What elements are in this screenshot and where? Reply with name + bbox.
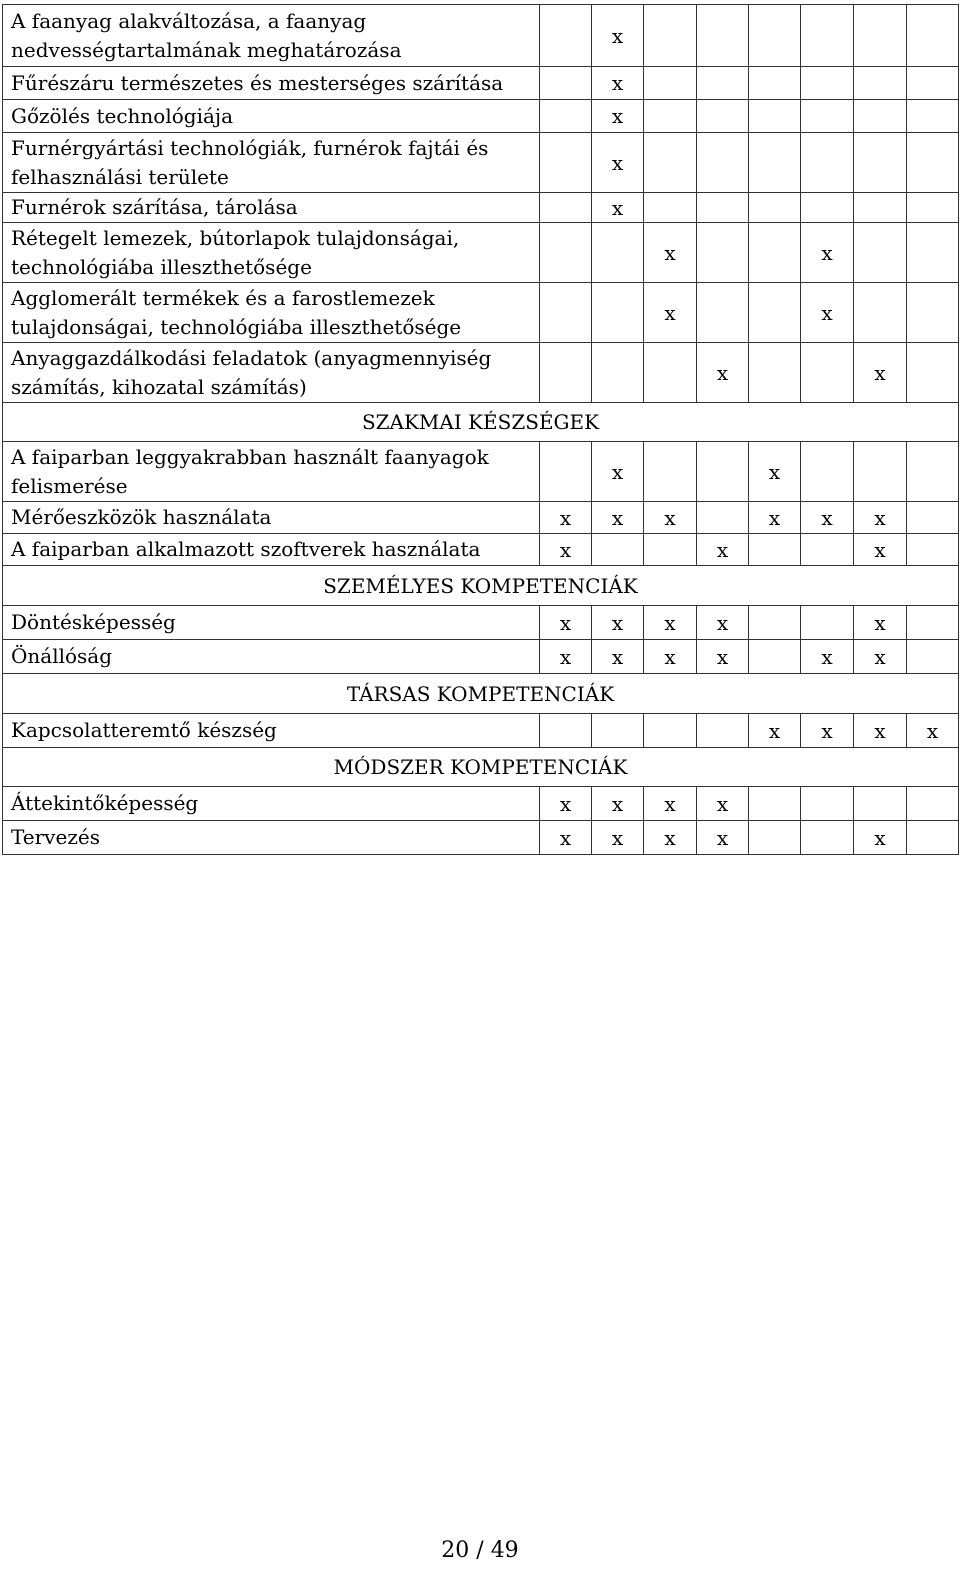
mark-cell [854, 5, 907, 67]
mark-cell [907, 283, 959, 343]
mark: x [716, 610, 729, 635]
table-row [3, 821, 959, 855]
mark-cell [854, 821, 907, 855]
table-row [3, 606, 959, 640]
mark: x [716, 825, 729, 850]
row-label: Kapcsolatteremtő készség [3, 714, 540, 748]
page-number: 20 / 49 [441, 1538, 519, 1563]
mark-cell [801, 223, 854, 283]
mark-cell [749, 606, 801, 640]
row-label: A faanyag alakváltozása, a faanyag nedvességtartalmának meghatározása [3, 5, 540, 67]
mark: x [716, 644, 729, 669]
table-row [3, 223, 959, 283]
mark-cell [907, 606, 959, 640]
mark-cell [592, 821, 644, 855]
mark: x [664, 791, 676, 816]
mark-cell [907, 67, 959, 100]
table-row [3, 787, 959, 821]
mark-cell [697, 442, 749, 502]
mark-cell [592, 5, 644, 67]
mark: x [664, 505, 676, 530]
mark-cell [907, 343, 959, 403]
mark-cell [854, 67, 907, 100]
mark-cell [749, 133, 801, 193]
mark-cell [801, 193, 854, 223]
row-label: Agglomerált termékek és a farostlemezek tulajdonságai, technológiába illeszthetősége [3, 283, 540, 343]
mark-cell [644, 100, 697, 133]
mark-cell [854, 606, 907, 640]
mark-cell [907, 787, 959, 821]
mark: x [559, 537, 572, 562]
mark-cell [854, 283, 907, 343]
mark: x [611, 644, 624, 669]
section-row [3, 674, 959, 714]
mark: x [874, 537, 886, 562]
mark: x [611, 459, 624, 484]
mark-cell [749, 223, 801, 283]
mark-cell [697, 714, 749, 748]
mark-cell [644, 640, 697, 674]
mark: x [559, 610, 572, 635]
mark-cell [540, 640, 592, 674]
mark-cell [644, 606, 697, 640]
mark-cell [749, 283, 801, 343]
mark-cell [749, 193, 801, 223]
mark-cell [801, 343, 854, 403]
mark-cell [749, 343, 801, 403]
mark-cell [697, 67, 749, 100]
row-label: Áttekintőképesség [3, 787, 540, 821]
mark-cell [592, 193, 644, 223]
mark: x [611, 150, 624, 175]
mark-cell [749, 100, 801, 133]
mark-cell [592, 442, 644, 502]
mark-cell [907, 534, 959, 566]
mark-cell [540, 502, 592, 534]
mark: x [664, 825, 676, 850]
mark-cell [592, 223, 644, 283]
mark-cell [592, 502, 644, 534]
mark-cell [854, 534, 907, 566]
mark-cell [540, 714, 592, 748]
mark-cell [644, 283, 697, 343]
row-label: Anyaggazdálkodási feladatok (anyagmennyiség számítás, kihozatal számítás) [3, 343, 540, 403]
table-row [3, 5, 959, 67]
mark: x [664, 300, 676, 325]
mark-cell [540, 283, 592, 343]
table-row [3, 343, 959, 403]
row-label: Rétegelt lemezek, bútorlapok tulajdonságai, technológiába illeszthetősége [3, 223, 540, 283]
mark-cell [801, 714, 854, 748]
row-label: Gőzölés technológiája [3, 100, 540, 133]
mark-cell [907, 223, 959, 283]
mark-cell [749, 5, 801, 67]
mark-cell [801, 100, 854, 133]
mark-cell [907, 5, 959, 67]
mark-cell [749, 640, 801, 674]
mark-cell [749, 502, 801, 534]
mark: x [821, 644, 833, 669]
mark: x [559, 505, 572, 530]
mark-cell [697, 787, 749, 821]
table-row [3, 100, 959, 133]
mark-cell [540, 133, 592, 193]
mark-cell [907, 821, 959, 855]
table-row [3, 133, 959, 193]
mark-cell [644, 223, 697, 283]
mark-cell [854, 714, 907, 748]
mark: x [874, 610, 886, 635]
row-label: Fűrészáru természetes és mesterséges szárítása [3, 67, 540, 100]
mark-cell [801, 787, 854, 821]
mark-cell [749, 67, 801, 100]
mark-cell [592, 67, 644, 100]
mark-cell [854, 343, 907, 403]
mark-cell [801, 640, 854, 674]
section-heading: MÓDSZER KOMPETENCIÁK [3, 748, 959, 787]
mark: x [716, 791, 729, 816]
mark-cell [592, 787, 644, 821]
mark-cell [907, 193, 959, 223]
mark: x [611, 104, 624, 128]
mark-cell [592, 606, 644, 640]
mark-cell [854, 133, 907, 193]
mark: x [664, 240, 676, 265]
row-label: A faiparban leggyakrabban használt faanyagok felismerése [3, 442, 540, 502]
mark-cell [697, 223, 749, 283]
mark-cell [697, 640, 749, 674]
mark: x [611, 825, 624, 850]
mark-cell [854, 787, 907, 821]
table-row [3, 283, 959, 343]
mark-cell [907, 640, 959, 674]
table-row [3, 534, 959, 566]
mark-cell [697, 343, 749, 403]
row-label: Furnérok szárítása, tárolása [3, 193, 540, 223]
row-label: Furnérgyártási technológiák, furnérok fajtái és felhasználási területe [3, 133, 540, 193]
mark-cell [697, 606, 749, 640]
table-row [3, 714, 959, 748]
mark: x [768, 718, 781, 743]
row-label: Mérőeszközök használata [3, 502, 540, 534]
table-row [3, 502, 959, 534]
mark-cell [801, 606, 854, 640]
table-row [3, 640, 959, 674]
mark: x [611, 505, 624, 530]
section-row [3, 566, 959, 606]
row-label: Döntésképesség [3, 606, 540, 640]
mark: x [821, 240, 833, 265]
section-row [3, 748, 959, 787]
section-heading: SZAKMAI KÉSZSÉGEK [3, 403, 959, 442]
mark-cell [644, 442, 697, 502]
mark-cell [644, 714, 697, 748]
mark-cell [801, 283, 854, 343]
row-label: Önállóság [3, 640, 540, 674]
mark: x [611, 71, 624, 95]
mark-cell [854, 442, 907, 502]
mark-cell [697, 502, 749, 534]
mark-cell [854, 223, 907, 283]
mark-cell [540, 821, 592, 855]
mark-cell [644, 67, 697, 100]
mark: x [874, 718, 886, 743]
mark-cell [749, 534, 801, 566]
mark-cell [907, 133, 959, 193]
mark-cell [592, 343, 644, 403]
mark-cell [749, 821, 801, 855]
mark-cell [801, 502, 854, 534]
mark-cell [592, 100, 644, 133]
mark: x [874, 505, 886, 530]
mark: x [611, 610, 624, 635]
mark: x [664, 644, 676, 669]
mark: x [559, 644, 572, 669]
mark-cell [854, 502, 907, 534]
mark-cell [801, 5, 854, 67]
mark-cell [644, 133, 697, 193]
mark: x [611, 23, 624, 48]
mark-cell [697, 133, 749, 193]
mark: x [611, 195, 624, 220]
mark-cell [540, 442, 592, 502]
mark: x [768, 505, 781, 530]
mark-cell [540, 100, 592, 133]
competency-table [2, 4, 959, 855]
table-body [3, 5, 959, 855]
mark-cell [540, 193, 592, 223]
mark-cell [801, 821, 854, 855]
table-row [3, 442, 959, 502]
mark: x [874, 360, 886, 385]
table-row [3, 193, 959, 223]
mark-cell [644, 821, 697, 855]
mark: x [768, 459, 781, 484]
mark-cell [854, 100, 907, 133]
mark: x [559, 825, 572, 850]
mark-cell [854, 640, 907, 674]
mark-cell [592, 640, 644, 674]
mark-cell [801, 534, 854, 566]
mark-cell [540, 606, 592, 640]
mark-cell [644, 5, 697, 67]
mark-cell [540, 67, 592, 100]
mark: x [874, 644, 886, 669]
mark-cell [907, 502, 959, 534]
mark-cell [907, 714, 959, 748]
mark-cell [644, 193, 697, 223]
mark-cell [854, 193, 907, 223]
mark-cell [540, 5, 592, 67]
mark-cell [697, 5, 749, 67]
mark-cell [801, 67, 854, 100]
mark: x [874, 825, 886, 850]
mark-cell [540, 787, 592, 821]
mark: x [664, 610, 676, 635]
mark-cell [801, 133, 854, 193]
mark: x [611, 791, 624, 816]
mark-cell [907, 100, 959, 133]
mark: x [821, 300, 833, 325]
mark: x [821, 718, 833, 743]
mark-cell [697, 283, 749, 343]
mark-cell [644, 534, 697, 566]
mark: x [559, 791, 572, 816]
mark-cell [540, 223, 592, 283]
mark-cell [592, 283, 644, 343]
mark-cell [540, 534, 592, 566]
mark-cell [592, 714, 644, 748]
row-label: Tervezés [3, 821, 540, 855]
mark-cell [644, 343, 697, 403]
section-heading: SZEMÉLYES KOMPETENCIÁK [3, 566, 959, 606]
mark-cell [801, 442, 854, 502]
mark-cell [644, 502, 697, 534]
mark-cell [749, 442, 801, 502]
mark-cell [697, 821, 749, 855]
table-row [3, 67, 959, 100]
mark-cell [592, 133, 644, 193]
row-label: A faiparban alkalmazott szoftverek használata [3, 534, 540, 566]
section-row [3, 403, 959, 442]
mark: x [716, 360, 729, 385]
mark: x [821, 505, 833, 530]
mark-cell [697, 100, 749, 133]
mark-cell [749, 714, 801, 748]
section-heading: TÁRSAS KOMPETENCIÁK [3, 674, 959, 714]
mark-cell [907, 442, 959, 502]
mark-cell [697, 534, 749, 566]
mark-cell [540, 343, 592, 403]
mark: x [926, 718, 939, 743]
mark-cell [592, 534, 644, 566]
mark-cell [749, 787, 801, 821]
mark-cell [644, 787, 697, 821]
mark-cell [697, 193, 749, 223]
mark: x [716, 537, 729, 562]
